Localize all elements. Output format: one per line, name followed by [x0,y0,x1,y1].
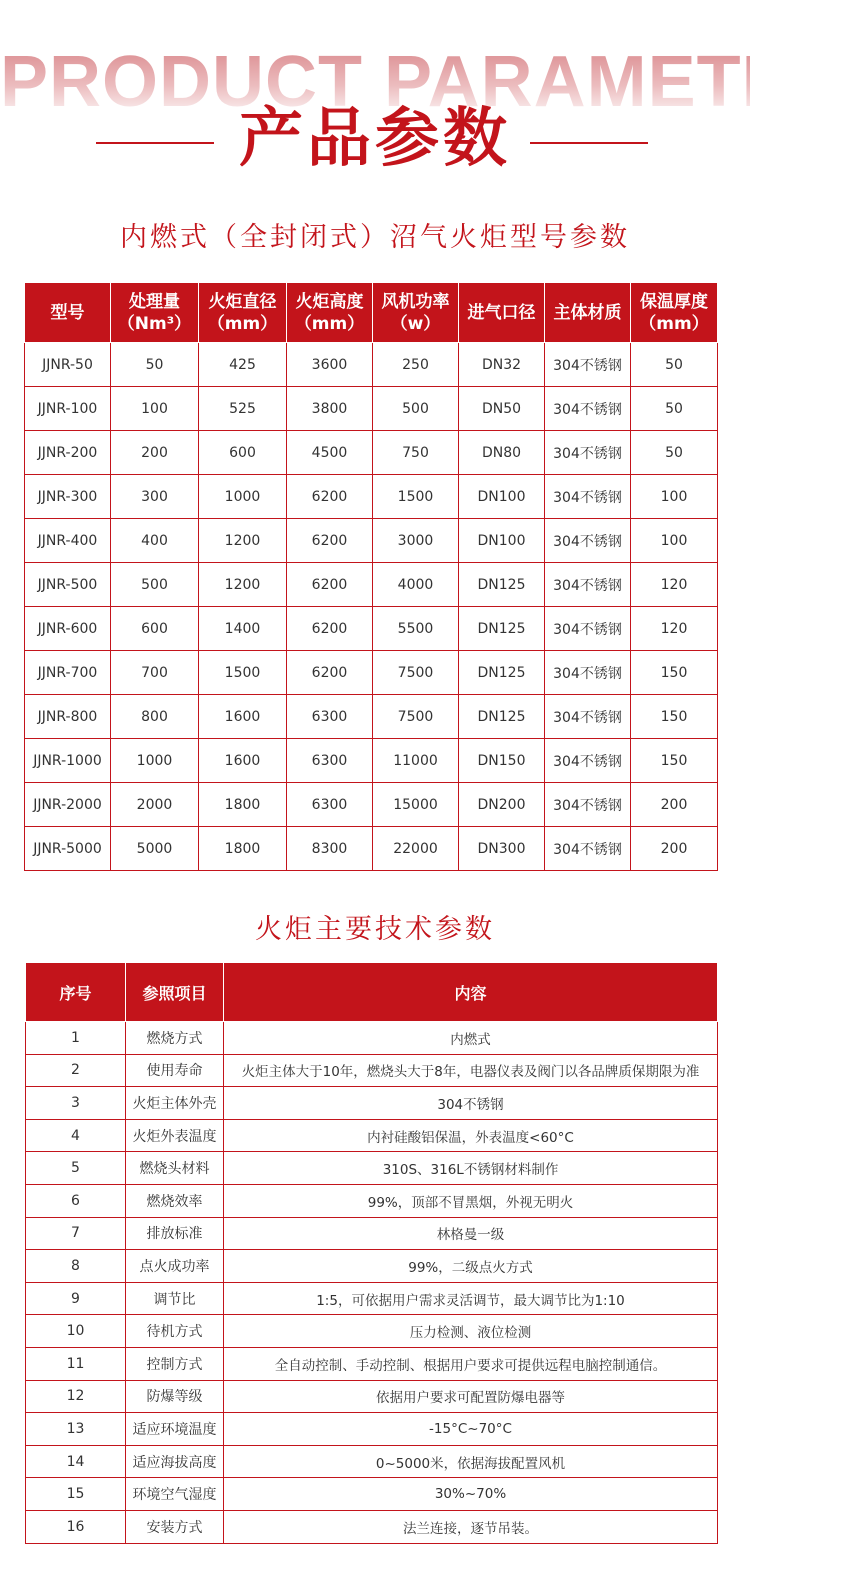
param-table-cell: 750 [373,431,459,475]
param-table-cell: JJNR-500 [25,563,111,607]
tech-header-cell: 序号 [26,963,126,1022]
param-table-cell: DN100 [459,519,545,563]
tech-row-index: 14 [26,1445,126,1478]
tech-table-row [26,1380,718,1413]
tech-row-item: 燃烧效率 [126,1184,224,1217]
param-header-cell [631,283,718,343]
tech-table-row [26,1054,718,1087]
param-table-row [25,695,718,739]
param-table-cell: 100 [631,519,718,563]
param-table-cell: 304不锈钢 [545,827,631,871]
param-table-cell: 100 [631,475,718,519]
tech-table-row [26,1087,718,1120]
param-table-cell: JJNR-800 [25,695,111,739]
tech-row-index: 12 [26,1380,126,1413]
param-table-cell: 304不锈钢 [545,783,631,827]
param-table-cell: 200 [111,431,199,475]
tech-row-index: 4 [26,1119,126,1152]
tech-row-index: 9 [26,1282,126,1315]
param-table-cell: 250 [373,343,459,387]
param-table-cell: 200 [631,827,718,871]
param-table-cell: DN125 [459,607,545,651]
param-header-unit: （w） [390,313,441,334]
tech-row-index: 2 [26,1054,126,1087]
tech-row-item: 使用寿命 [126,1054,224,1087]
tech-table-row [26,1119,718,1152]
tech-row-item: 火炬主体外壳 [126,1087,224,1120]
param-table-cell: 300 [111,475,199,519]
tech-table-row [26,1184,718,1217]
hero-divider-right [530,142,648,144]
param-header-unit: （mm） [294,313,365,334]
param-table-cell: JJNR-300 [25,475,111,519]
param-header-label: 型号 [50,302,85,323]
param-header-cell [373,283,459,343]
param-header-unit: （mm） [207,313,278,334]
param-table-cell: JJNR-600 [25,607,111,651]
tech-row-item: 燃烧方式 [126,1022,224,1055]
param-header-unit: （Nm³） [117,313,192,334]
tech-row-content: 压力检测、液位检测 [224,1315,718,1348]
tech-table-row [26,1510,718,1543]
param-table-cell: 1000 [111,739,199,783]
param-table-cell: 2000 [111,783,199,827]
tech-row-item: 排放标准 [126,1217,224,1250]
param-table-cell: 304不锈钢 [545,607,631,651]
param-header-cell [111,283,199,343]
param-table-cell: 6300 [287,739,373,783]
param-table-cell: 5000 [111,827,199,871]
param-table-cell: 500 [373,387,459,431]
param-table-cell: 1200 [199,563,287,607]
tech-row-content: 火炬主体大于10年，燃烧头大于8年，电器仪表及阀门以各品牌质保期限为准 [224,1054,718,1087]
tech-table-row [26,1445,718,1478]
tech-table-row [26,1478,718,1511]
tech-row-content: 1:5，可依据用户需求灵活调节，最大调节比为1:10 [224,1282,718,1315]
param-table-cell: 15000 [373,783,459,827]
param-table-cell: 304不锈钢 [545,563,631,607]
param-table-cell: 3000 [373,519,459,563]
param-table-row [25,783,718,827]
hero-title-cn: 产品参数 [239,102,511,176]
param-header-label: 主体材质 [553,302,622,323]
tech-row-content: 99%，顶部不冒黑烟，外视无明火 [224,1184,718,1217]
param-table-cell: 500 [111,563,199,607]
param-table-cell: 6200 [287,563,373,607]
tech-row-item: 火炬外表温度 [126,1119,224,1152]
param-table-cell: 1500 [199,651,287,695]
param-table-cell: 11000 [373,739,459,783]
param-table-cell: 6200 [287,607,373,651]
param-table-cell: 4000 [373,563,459,607]
param-table-row [25,651,718,695]
tech-row-content: 99%，二级点火方式 [224,1250,718,1283]
param-table-cell: JJNR-100 [25,387,111,431]
tech-row-index: 11 [26,1347,126,1380]
tech-row-index: 7 [26,1217,126,1250]
model-params-table [24,282,718,871]
param-table-row [25,563,718,607]
param-table-cell: 120 [631,563,718,607]
param-header-cell [199,283,287,343]
tech-row-index: 13 [26,1413,126,1446]
param-table-cell: 22000 [373,827,459,871]
param-table-cell: 7500 [373,695,459,739]
tech-row-index: 6 [26,1184,126,1217]
tech-row-content: 0~5000米，依据海拔配置风机 [224,1445,718,1478]
hero-title-en: PRODUCT PARAMETER [0,42,844,122]
param-table-cell: 525 [199,387,287,431]
tech-row-index: 16 [26,1510,126,1543]
param-table-cell: 6300 [287,783,373,827]
param-table-cell: 304不锈钢 [545,343,631,387]
tech-table-row [26,1315,718,1348]
param-table-cell: DN50 [459,387,545,431]
tech-row-content: 依据用户要求可配置防爆电器等 [224,1380,718,1413]
param-table-cell: DN150 [459,739,545,783]
tech-row-content: 304不锈钢 [224,1087,718,1120]
param-table-row [25,475,718,519]
tech-params-header-row [26,963,718,1022]
param-table-cell: 304不锈钢 [545,475,631,519]
param-table-cell: DN200 [459,783,545,827]
param-table-cell: 425 [199,343,287,387]
param-table-cell: 1600 [199,695,287,739]
param-table-cell: DN32 [459,343,545,387]
param-header-cell [545,283,631,343]
param-table-cell: 1800 [199,827,287,871]
param-table-cell: 3600 [287,343,373,387]
param-table-row [25,827,718,871]
param-table-cell: 50 [111,343,199,387]
param-table-cell: 304不锈钢 [545,387,631,431]
param-table-cell: JJNR-50 [25,343,111,387]
param-table-cell: 1000 [199,475,287,519]
param-table-cell: DN125 [459,651,545,695]
param-table-cell: 6200 [287,651,373,695]
param-table-cell: 600 [199,431,287,475]
param-table-cell: 50 [631,387,718,431]
param-table-cell: 1800 [199,783,287,827]
tech-row-content: 310S、316L不锈钢材料制作 [224,1152,718,1185]
param-table-cell: DN100 [459,475,545,519]
tech-row-index: 1 [26,1022,126,1055]
param-table-cell: 6300 [287,695,373,739]
param-table-cell: 150 [631,651,718,695]
tech-row-item: 点火成功率 [126,1250,224,1283]
param-table-cell: 1200 [199,519,287,563]
param-table-cell: 3800 [287,387,373,431]
param-header-label: 火炬高度 [295,291,364,312]
param-table-cell: DN125 [459,563,545,607]
param-table-cell: 304不锈钢 [545,519,631,563]
tech-row-index: 8 [26,1250,126,1283]
param-header-label: 处理量 [129,291,180,312]
tech-row-item: 燃烧头材料 [126,1152,224,1185]
tech-row-content: -15°C~70°C [224,1413,718,1446]
param-table-cell: DN125 [459,695,545,739]
param-table-cell: 1600 [199,739,287,783]
tech-row-content: 林格曼一级 [224,1217,718,1250]
tech-row-item: 防爆等级 [126,1380,224,1413]
param-table-cell: 6200 [287,475,373,519]
tech-table-row [26,1282,718,1315]
tech-row-content: 内衬硅酸铝保温，外表温度<60°C [224,1119,718,1152]
param-table-cell: JJNR-400 [25,519,111,563]
tech-row-item: 调节比 [126,1282,224,1315]
param-table-cell: DN80 [459,431,545,475]
param-table-cell: 8300 [287,827,373,871]
tech-row-item: 环境空气湿度 [126,1478,224,1511]
tech-table-row [26,1217,718,1250]
param-table-cell: 150 [631,695,718,739]
param-table-cell: 4500 [287,431,373,475]
param-table-cell: 1500 [373,475,459,519]
param-table-cell: 200 [631,783,718,827]
tech-row-content: 30%~70% [224,1478,718,1511]
param-table-cell: 5500 [373,607,459,651]
tech-row-index: 10 [26,1315,126,1348]
tech-row-item: 控制方式 [126,1347,224,1380]
tech-table-row [26,1347,718,1380]
tech-table-row [26,1022,718,1055]
tech-row-item: 安装方式 [126,1510,224,1543]
param-table-row [25,387,718,431]
param-table-row [25,431,718,475]
param-table-cell: JJNR-700 [25,651,111,695]
tech-table-row [26,1152,718,1185]
param-table-cell: 800 [111,695,199,739]
param-table-cell: JJNR-1000 [25,739,111,783]
param-table-cell: JJNR-2000 [25,783,111,827]
param-header-label: 火炬直径 [208,291,277,312]
param-header-cell [25,283,111,343]
tech-params-title: 火炬主要技术参数 [255,914,495,945]
param-table-cell: 50 [631,343,718,387]
param-table-cell: JJNR-5000 [25,827,111,871]
tech-row-index: 15 [26,1478,126,1511]
param-table-cell: 100 [111,387,199,431]
param-table-cell: 400 [111,519,199,563]
param-table-cell: 1400 [199,607,287,651]
param-table-cell: 304不锈钢 [545,431,631,475]
param-header-label: 风机功率 [381,291,450,312]
tech-header-cell: 内容 [224,963,718,1022]
tech-header-cell: 参照项目 [126,963,224,1022]
hero-header [0,0,844,200]
param-table-cell: 7500 [373,651,459,695]
param-table-cell: 304不锈钢 [545,695,631,739]
param-table-cell: 700 [111,651,199,695]
param-table-row [25,739,718,783]
tech-row-content: 全自动控制、手动控制、根据用户要求可提供远程电脑控制通信。 [224,1347,718,1380]
param-table-cell: 50 [631,431,718,475]
tech-params-table [25,962,718,1544]
param-header-cell [287,283,373,343]
param-table-cell: 304不锈钢 [545,651,631,695]
param-table-row [25,519,718,563]
param-table-row [25,607,718,651]
param-header-label: 进气口径 [467,302,536,323]
tech-table-row [26,1413,718,1446]
tech-table-row [26,1250,718,1283]
param-table-cell: JJNR-200 [25,431,111,475]
tech-row-item: 适应环境温度 [126,1413,224,1446]
param-header-cell [459,283,545,343]
param-header-label: 保温厚度 [640,291,708,312]
param-table-cell: 6200 [287,519,373,563]
model-params-title: 内燃式（全封闭式）沼气火炬型号参数 [120,222,630,253]
tech-row-content: 法兰连接，逐节吊装。 [224,1510,718,1543]
param-table-row [25,343,718,387]
param-table-cell: DN300 [459,827,545,871]
param-table-cell: 120 [631,607,718,651]
param-table-cell: 304不锈钢 [545,739,631,783]
tech-row-content: 内燃式 [224,1022,718,1055]
param-table-cell: 600 [111,607,199,651]
tech-row-index: 5 [26,1152,126,1185]
tech-row-item: 适应海拔高度 [126,1445,224,1478]
model-params-header-row [25,283,718,343]
tech-row-item: 待机方式 [126,1315,224,1348]
param-header-unit: （mm） [639,313,709,334]
tech-row-index: 3 [26,1087,126,1120]
param-table-cell: 150 [631,739,718,783]
